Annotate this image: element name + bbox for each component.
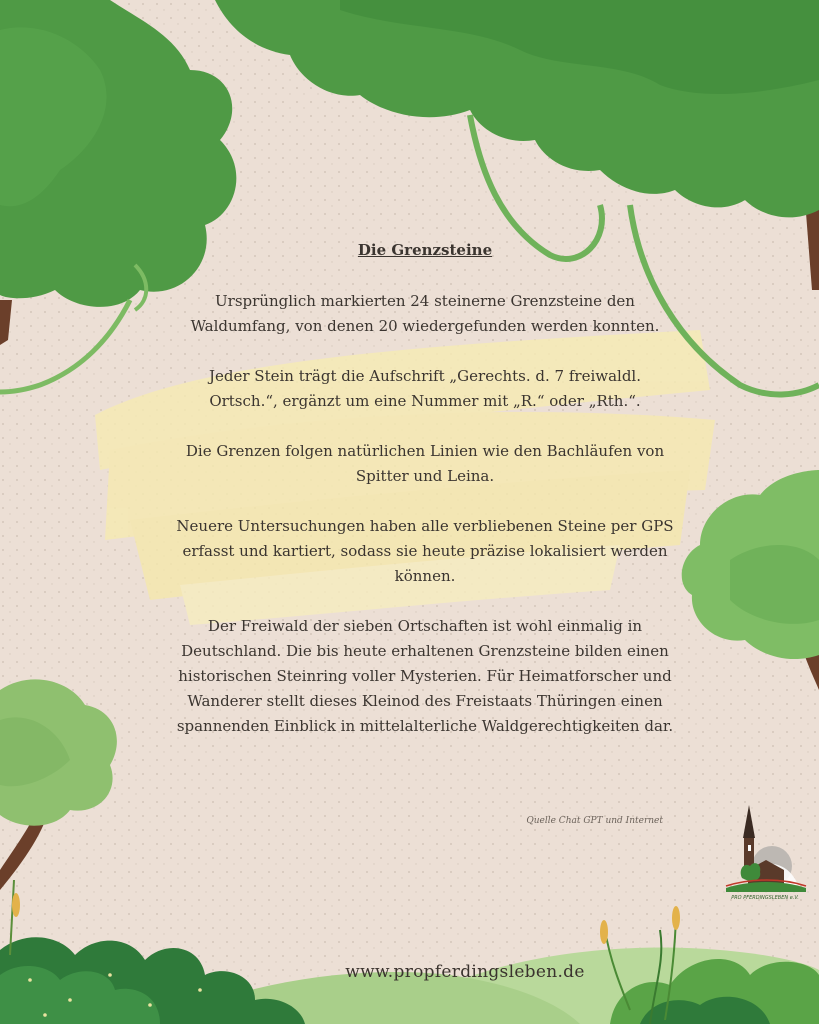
paragraph-3: Die Grenzen folgen natürlichen Linien wie den Bachläufen von Spitter und Leina. <box>185 442 665 485</box>
source-note: Quelle Chat GPT und Internet <box>526 816 663 826</box>
paragraph-1: Ursprünglich markierten 24 steinerne Grenzsteine den Waldumfang, von denen 20 wiedergefunden werden konnten. <box>190 292 660 335</box>
paragraph-2: Jeder Stein trägt die Aufschrift „Gerechts. d. 7 freiwaldl. Ortsch.“, ergänzt um eine Nummer mit „R.“ oder „Rth.“. <box>208 367 641 410</box>
logo-text: PRO PFERDINGSLEBEN e.V. <box>731 895 799 901</box>
main-text-block <box>175 238 675 739</box>
paragraph-4: Neuere Untersuchungen haben alle verbliebenen Steine per GPS erfasst und kartiert, sodass sie heute präzise lokalisiert werden können. <box>176 517 674 585</box>
website-url: www.propferdingsleben.de <box>345 962 585 982</box>
page-title: Die Grenzsteine <box>357 241 493 259</box>
paragraph-5: Der Freiwald der sieben Ortschaften ist wohl einmalig in Deutschland. Die bis heute erhaltenen Grenzsteine bilden einen historischen Steinring voller Mysterien. Für Heimatforscher und Wanderer stellt dieses Kleinod des Freistaats Thüringen einen spannenden Einblick in mittelalterliche Waldgerechtigkeiten dar. <box>176 617 674 735</box>
club-logo <box>722 800 808 902</box>
